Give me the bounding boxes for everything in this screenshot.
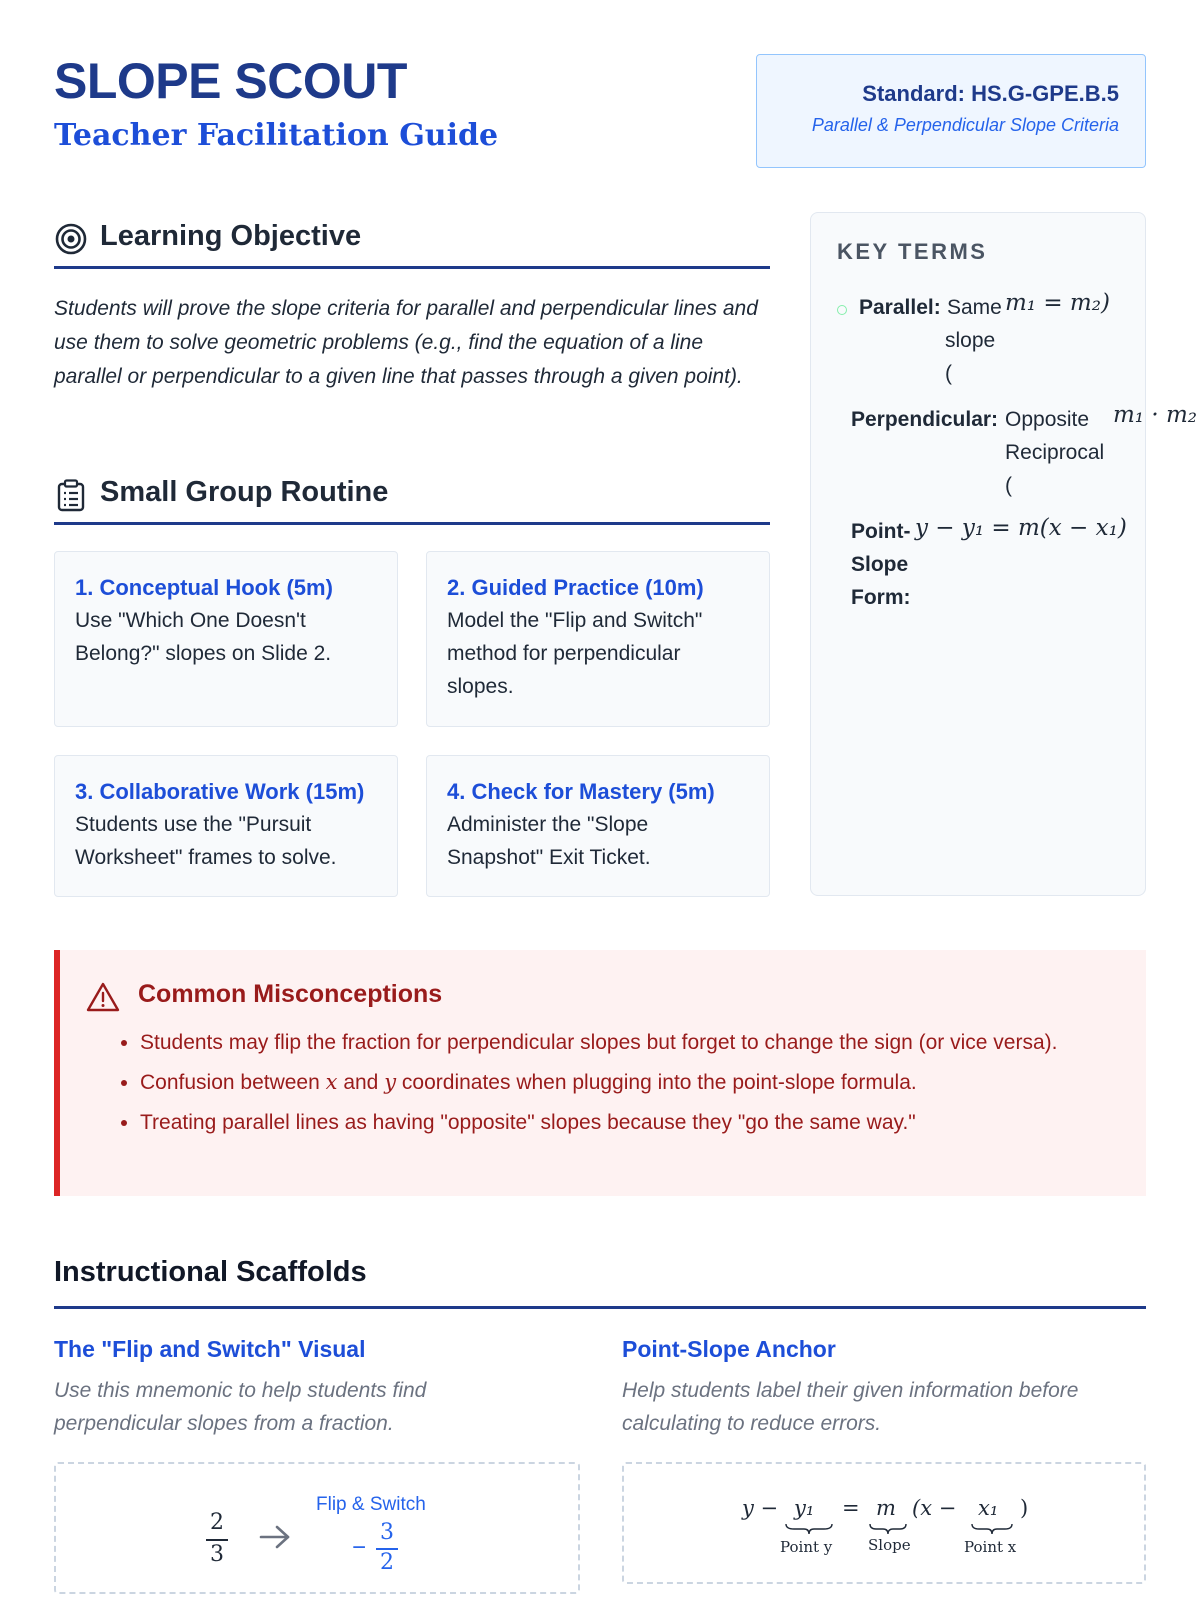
fraction-bar (206, 1539, 228, 1541)
point-slope-formula: y − y₁ = m(x − x₁) (915, 515, 1127, 541)
routine-step-body: Administer the "Slope Snapshot" Exit Ticket. (447, 813, 651, 869)
objective-heading: Learning Objective (100, 220, 362, 252)
result-numerator: 3 (380, 1520, 394, 1545)
page-subtitle: Teacher Facilitation Guide (54, 118, 499, 153)
arrow-right-icon (258, 1524, 292, 1550)
anchor-title: Point-Slope Anchor (622, 1336, 836, 1362)
fraction-numerator: 2 (210, 1510, 224, 1535)
term-name: Point- (851, 520, 911, 543)
routine-step-body: Students use the "Pursuit Worksheet" frames to solve. (75, 813, 337, 869)
flip-switch-description: Use this mnemonic to help students find perpendicular slopes from a fraction. (54, 1379, 427, 1435)
term-desc: ( (1005, 474, 1012, 497)
bullet-icon (837, 305, 847, 315)
misconceptions-list (118, 1026, 1120, 1146)
routine-step-card (54, 551, 398, 727)
misconceptions-panel (54, 950, 1146, 1196)
clipboard-icon (54, 478, 88, 512)
result-denominator: 2 (380, 1550, 394, 1575)
objective-header (54, 210, 770, 269)
math-variable-x: x (325, 1070, 338, 1094)
list-item: • Students may flip the fraction for perpendicular slopes but forget to change the sign (or vice versa). (140, 1026, 1120, 1059)
key-terms-label: KEY TERMS (837, 239, 988, 264)
formula-equals: = (842, 1496, 860, 1520)
point-slope-anchor-visual (622, 1462, 1146, 1584)
term-desc: Opposite (1005, 408, 1090, 431)
term-desc: Reciprocal (1005, 441, 1105, 464)
routine-step-card (54, 755, 398, 897)
brace-icon (868, 1522, 908, 1536)
math-variable-y: y (384, 1070, 397, 1094)
scaffolds-heading: Instructional Scaffolds (54, 1256, 367, 1288)
formula-m: m (876, 1496, 896, 1520)
standard-box (756, 54, 1146, 168)
list-item: • Treating parallel lines as having "opposite" slopes because they "go the same way." (140, 1106, 1120, 1139)
parallel-formula: m₁ = m₂) (1005, 290, 1110, 316)
page-title: SLOPE SCOUT (54, 53, 407, 109)
flip-switch-visual (54, 1462, 580, 1594)
warning-icon (86, 982, 120, 1012)
list-item (140, 1066, 1120, 1099)
formula-x1: x₁ (978, 1496, 999, 1520)
misconceptions-heading: Common Misconceptions (138, 980, 443, 1008)
scaffolds-header (54, 1254, 1146, 1309)
flip-switch-title: The "Flip and Switch" Visual (54, 1336, 366, 1362)
term-name: Slope (851, 553, 909, 576)
negative-sign: − (352, 1534, 367, 1561)
flip-switch-label: Flip & Switch (316, 1494, 426, 1515)
term-name: Perpendicular: (851, 408, 999, 431)
brace-label-slope: Slope (868, 1536, 911, 1554)
routine-step-title: 3. Collaborative Work (15m) (75, 779, 365, 804)
term-name: Parallel: (859, 296, 941, 319)
brace-icon (784, 1522, 834, 1536)
objective-text: Students will prove the slope criteria for parallel and perpendicular lines and use them to solve geometric problems (e.g., find the equation of a line parallel or perpendicular to a given line that passes through a given point). (54, 297, 758, 388)
routine-step-card (426, 755, 770, 897)
routine-step-body: Use "Which One Doesn't Belong?" slopes on Slide 2. (75, 609, 332, 665)
misconception-text: coordinates when plugging into the point-slope formula. (396, 1071, 917, 1094)
anchor-description: Help students label their given information before calculating to reduce errors. (622, 1379, 1079, 1435)
misconception-text: Confusion between (140, 1071, 326, 1094)
term-desc: Same (947, 296, 1002, 319)
term-name: Form: (851, 586, 911, 609)
routine-header (54, 466, 770, 525)
target-icon (54, 222, 88, 256)
perpendicular-formula: m₁ · m₂ (1113, 402, 1197, 428)
misconception-text: and (337, 1071, 385, 1094)
routine-step-title: 1. Conceptual Hook (5m) (75, 575, 333, 600)
brace-icon (970, 1522, 1014, 1536)
formula-y: y − (742, 1496, 779, 1520)
fraction-denominator: 3 (210, 1542, 224, 1567)
formula-close: ) (1020, 1496, 1029, 1520)
term-desc: slope (945, 329, 996, 352)
brace-label-point-x: Point x (964, 1538, 1017, 1556)
brace-label-point-y: Point y (780, 1538, 833, 1556)
formula-y1: y₁ (794, 1496, 815, 1520)
key-terms-panel (810, 212, 1197, 896)
routine-heading: Small Group Routine (100, 476, 389, 508)
standard-description: Parallel & Perpendicular Slope Criteria (811, 115, 1119, 135)
formula-paren: (x − (912, 1496, 957, 1520)
term-desc: ( (945, 362, 952, 385)
standard-code: Standard: HS.G-GPE.B.5 (862, 81, 1119, 106)
routine-step-body: Model the "Flip and Switch" method for perpendicular slopes. (447, 609, 703, 698)
routine-step-card (426, 551, 770, 727)
routine-step-title: 2. Guided Practice (10m) (447, 575, 704, 600)
routine-step-title: 4. Check for Mastery (5m) (447, 779, 715, 804)
